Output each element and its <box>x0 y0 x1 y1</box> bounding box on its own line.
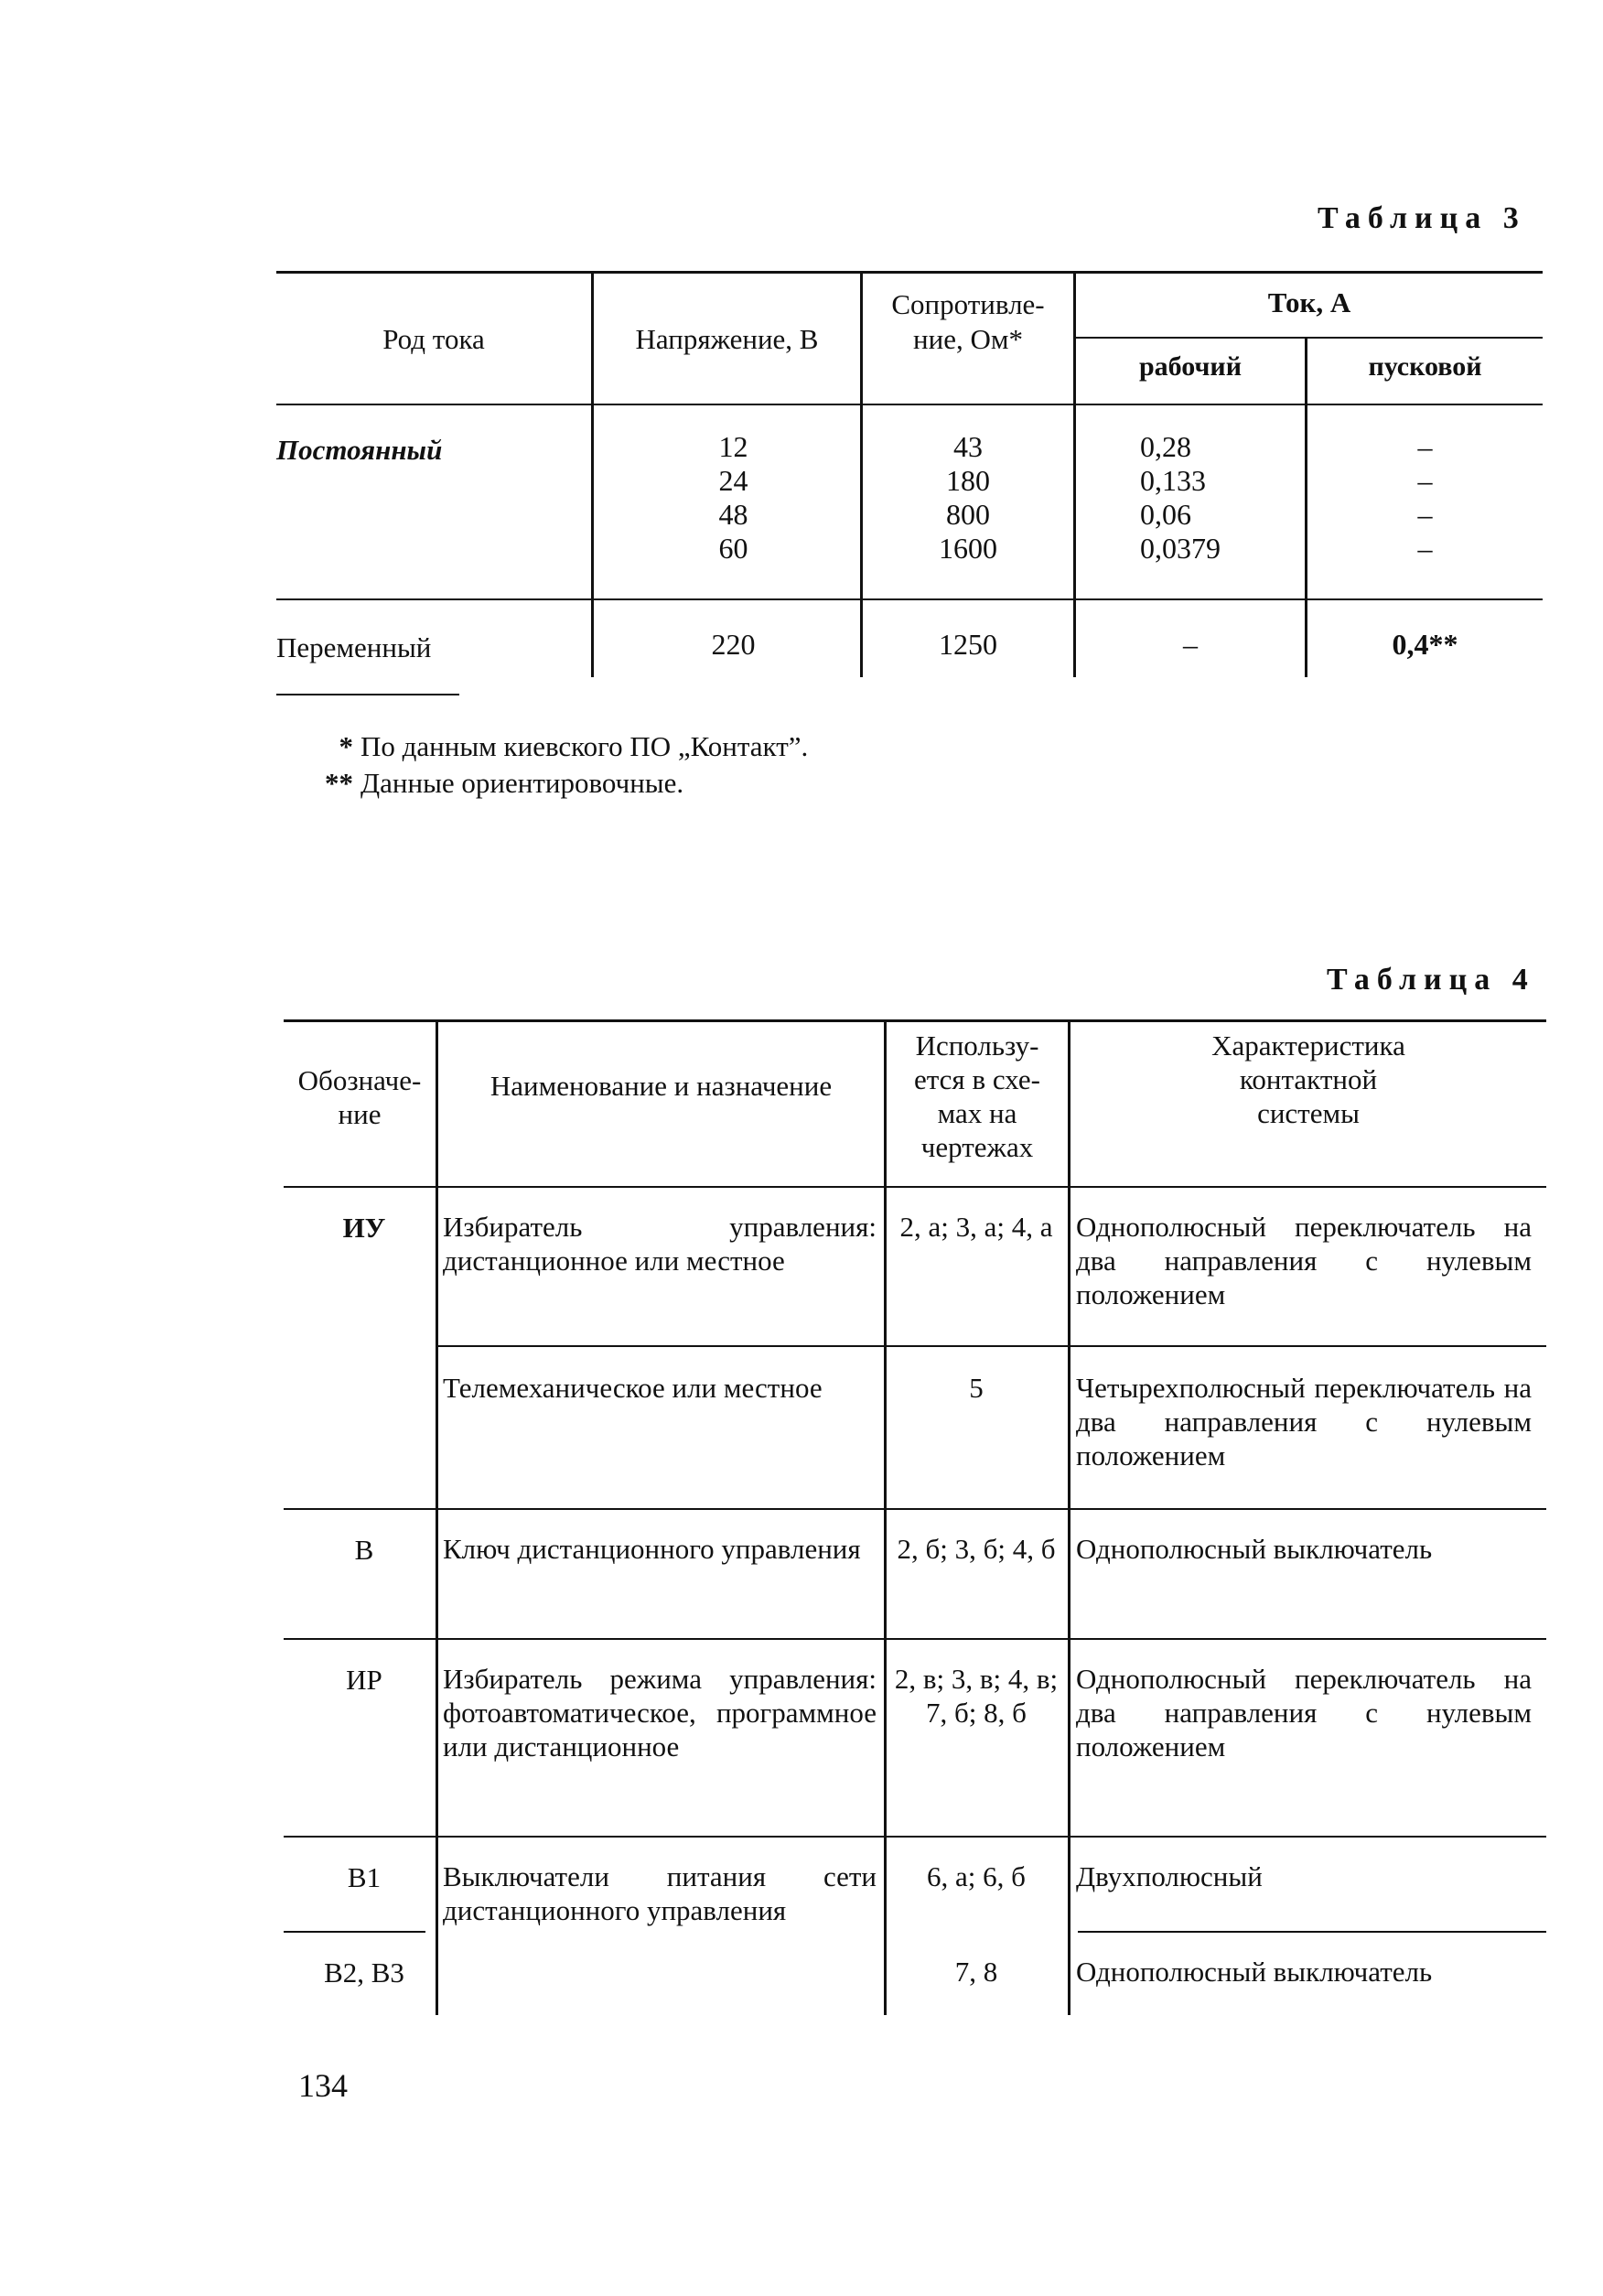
table3-resistance-list <box>863 430 1073 566</box>
table3-row-type: Постоянный <box>276 434 443 466</box>
table4-schemes: 2, б; 3, б; 4, б <box>897 1533 1056 1565</box>
table4-row-rule <box>437 1345 1546 1347</box>
table4-characteristic: Однополюсный выключатель <box>1076 1533 1433 1565</box>
table3-header-working: рабочий <box>1138 351 1242 382</box>
table3-header-rule <box>276 404 1543 405</box>
table4-schemes: 7, 8 <box>954 1956 998 1988</box>
table4-vrule-1 <box>436 1019 438 2015</box>
table-cell: 0,0379 <box>1140 532 1221 565</box>
table-cell: – <box>1417 498 1433 531</box>
table-cell: 0,06 <box>1140 498 1191 531</box>
table4-caption: Таблица 4 <box>1327 963 1535 997</box>
table4-row-rule <box>284 1508 1546 1510</box>
table3-row-type: Переменный <box>276 631 432 663</box>
table4-row-rule <box>284 1638 1546 1640</box>
table-cell: – <box>1417 464 1433 497</box>
table-cell: 60 <box>718 532 748 565</box>
table4-row-rule <box>1078 1931 1546 1933</box>
table-cell: 48 <box>718 498 748 531</box>
table4-schemes: 5 <box>969 1372 984 1404</box>
table3-footnotes <box>311 728 808 802</box>
table3-working-list <box>1140 430 1286 566</box>
table4-characteristic: Однополюсный выключатель <box>1076 1956 1433 1988</box>
table-cell: 0,4** <box>1392 628 1458 661</box>
table-cell: 180 <box>946 464 990 497</box>
table4-code: В <box>354 1534 374 1566</box>
table4-schemes: 2, в; 3, в; 4, в; 7, б; 8, б <box>894 1663 1059 1729</box>
table-cell: – <box>1183 628 1198 661</box>
table-cell: 12 <box>718 430 748 463</box>
table3-header-voltage: Напряжение, В <box>635 323 819 355</box>
table4-row-rule <box>284 1836 1546 1838</box>
table-cell: – <box>1417 430 1433 463</box>
table-cell: 43 <box>953 430 983 463</box>
table3-header-resistance: Сопротивле- ние, Ом* <box>891 288 1045 355</box>
table4-name: Ключ дистанционного управления <box>443 1533 861 1565</box>
table-cell: 1250 <box>939 628 997 661</box>
table4-header-rule <box>284 1186 1546 1188</box>
table3-starting-list <box>1307 430 1543 566</box>
table3-vrule-3 <box>1073 271 1076 677</box>
table4-characteristic: Четырехполюсный переключатель на два направления с нулевым положением <box>1076 1372 1532 1471</box>
table4-code: ИУ <box>342 1212 386 1244</box>
table4-name: Выключатели питания сети дистанционного управления <box>443 1860 877 1926</box>
table3-header-starting: пусковой <box>1368 351 1482 382</box>
table3-header-current: Ток, А <box>1267 286 1351 318</box>
table3-row-rule <box>276 598 1543 600</box>
table4-header-name: Наименование и назначение <box>490 1070 833 1102</box>
table4-name: Телемеханическое или местное <box>443 1372 823 1404</box>
table-cell: 220 <box>711 628 756 661</box>
table3-header-current-type: Род тока <box>382 323 485 355</box>
table4-vrule-3 <box>1068 1019 1070 2015</box>
footnote: ** Данные ориентировочные. <box>325 767 684 799</box>
table-cell: 24 <box>718 464 748 497</box>
table4-name: Избиратель управления: дистанционное или местное <box>443 1211 877 1277</box>
table4-characteristic: Однополюсный переключатель на два направления с нулевым положением <box>1076 1211 1532 1310</box>
table4-name: Избиратель режима управления: фотоавтоматическое, программное или дистанционное <box>443 1663 877 1762</box>
table4-schemes: 6, а; 6, б <box>927 1860 1026 1892</box>
table4-vrule-2 <box>884 1019 887 2015</box>
table4-top-rule <box>284 1019 1546 1022</box>
table4-characteristic: Однополюсный переключатель на два направления с нулевым положением <box>1076 1663 1532 1762</box>
table3-top-rule <box>276 271 1543 274</box>
table4-header-characteristic: Характеристика контактной системы <box>1211 1029 1405 1129</box>
table4-header-used: Использу- ется в схе- мах на чертежах <box>913 1029 1040 1163</box>
table4-row-rule <box>284 1931 425 1933</box>
footnote: * По данным киевского ПО „Контакт”. <box>339 730 809 762</box>
table3-current-subrule <box>1076 337 1543 339</box>
table4-header-designation: Обозначе- ние <box>297 1064 422 1130</box>
table4-code: ИР <box>346 1664 382 1696</box>
table-cell: 1600 <box>939 532 997 565</box>
table3-footnote-rule <box>276 694 459 695</box>
table-cell: 800 <box>946 498 990 531</box>
table-cell: – <box>1417 532 1433 565</box>
table4-code: В1 <box>347 1861 382 1893</box>
table-cell: 0,133 <box>1140 464 1206 497</box>
table4-code: В2, В3 <box>324 1956 404 1989</box>
table-cell: 0,28 <box>1140 430 1191 463</box>
table3-caption: Таблица 3 <box>1318 201 1526 235</box>
page-number: 134 <box>298 2067 348 2104</box>
table3-voltage-list <box>594 430 873 566</box>
table4-characteristic: Двухполюсный <box>1076 1860 1263 1892</box>
table4-schemes: 2, а; 3, а; 4, а <box>899 1211 1053 1243</box>
